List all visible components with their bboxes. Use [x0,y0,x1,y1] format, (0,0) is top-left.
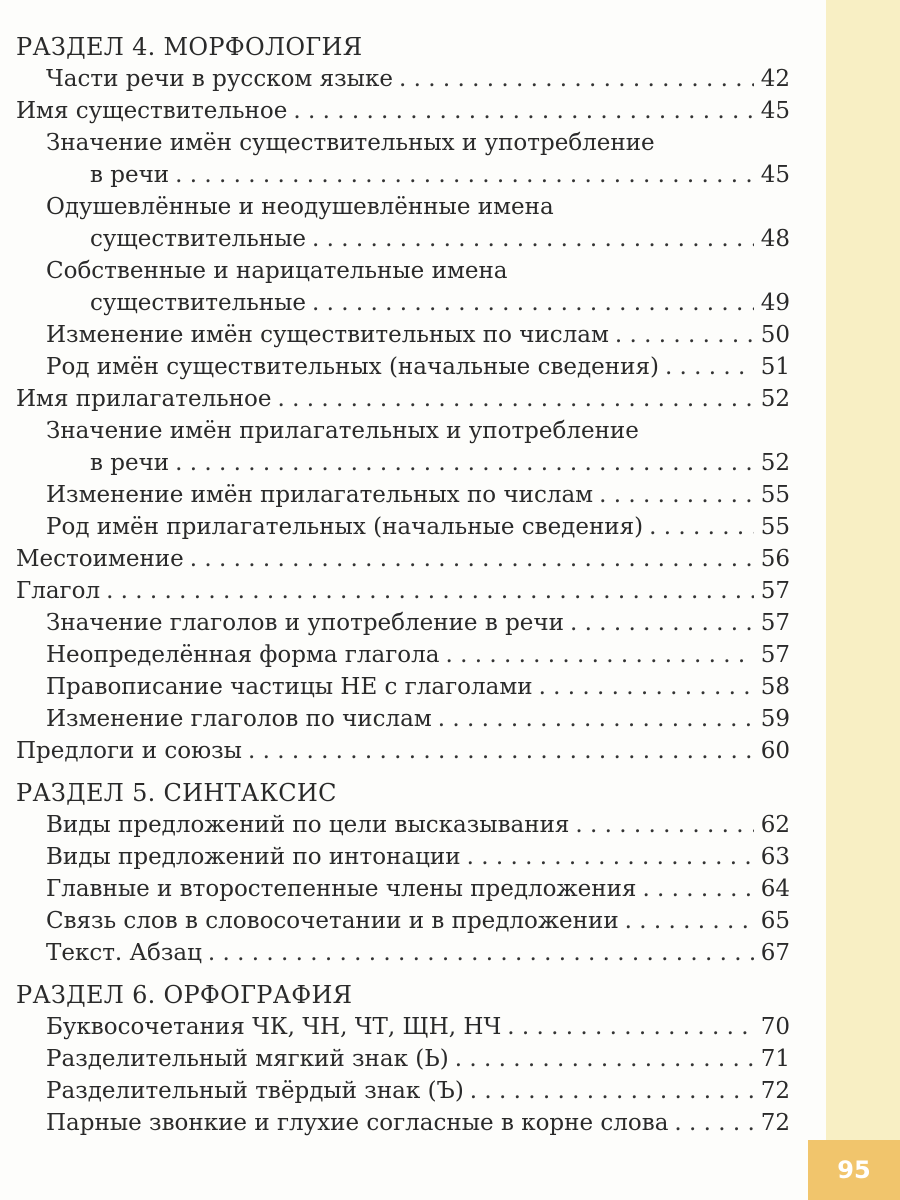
toc-entry-label: Правописание частицы НЕ с глаголами [46,674,533,700]
toc-page-number: 57 [760,642,790,668]
toc-entry[interactable] [16,543,790,575]
dot-leader [599,479,754,511]
toc-entry-label: Парные звонкие и глухие согласные в корне слова [46,1110,669,1136]
toc-page-number: 67 [760,940,790,966]
toc-page-number: 60 [760,738,790,764]
toc-entry-label: Части речи в русском языке [46,66,393,92]
dot-leader [190,543,754,575]
toc-page-number: 48 [760,226,790,252]
dot-leader [570,607,754,639]
toc-entry-title-line[interactable] [16,127,790,159]
toc-entry-label: Собственные и нарицательные имена [46,258,508,284]
toc-page-number: 55 [760,482,790,508]
toc-page-number: 72 [760,1078,790,1104]
toc-entry-label: Виды предложений по интонации [46,844,461,870]
toc-entry-label: Род имён прилагательных (начальные сведения) [46,514,644,540]
toc-entry[interactable] [16,671,790,703]
toc-page-number: 52 [760,450,790,476]
dot-leader [470,1075,754,1107]
dot-leader [665,351,754,383]
toc-entry[interactable] [16,351,790,383]
toc-entry-title-line[interactable] [16,191,790,223]
dot-leader [642,873,754,905]
toc-entry[interactable] [16,575,790,607]
toc-entry-label: Имя прилагательное [16,386,272,412]
toc-page-number: 62 [760,812,790,838]
dot-leader [445,639,754,671]
toc-entry[interactable] [16,287,790,319]
section-heading: РАЗДЕЛ 4. МОРФОЛОГИЯ [16,33,363,61]
toc-entry[interactable] [16,735,790,767]
toc-page-number: 72 [760,1110,790,1136]
toc-page-number: 50 [760,322,790,348]
dot-leader [467,841,754,873]
toc-entry[interactable] [16,223,790,255]
dot-leader [539,671,754,703]
toc-page-number: 65 [760,908,790,934]
toc-entry-label: Неопределённая форма глагола [46,642,440,668]
dot-leader [293,95,754,127]
dot-leader [248,735,754,767]
page-edge-stripe [826,0,900,1200]
toc-page-number: 57 [760,610,790,636]
toc-entry[interactable] [16,479,790,511]
toc-entry-label: Изменение глаголов по числам [46,706,432,732]
toc-entry-label: Разделительный твёрдый знак (Ъ) [46,1078,464,1104]
dot-leader [674,1107,754,1139]
toc-entry[interactable] [16,1011,790,1043]
dot-leader [575,809,754,841]
toc-entry-label: Имя существительное [16,98,288,124]
section-heading: РАЗДЕЛ 5. СИНТАКСИС [16,779,337,807]
toc-entry-label: Изменение имён прилагательных по числам [46,482,594,508]
toc-page-number: 58 [760,674,790,700]
toc-entry-title-line[interactable] [16,415,790,447]
toc-entry[interactable] [16,63,790,95]
dot-leader [208,937,754,969]
toc-page-number: 42 [760,66,790,92]
toc-page-number: 52 [760,386,790,412]
dot-leader [106,575,754,607]
toc-entry[interactable] [16,937,790,969]
dot-leader [175,159,754,191]
toc-entry[interactable] [16,1075,790,1107]
toc-entry-label: Род имён существительных (начальные сведения) [46,354,659,380]
toc-entry-label: Глагол [16,578,101,604]
toc-entry[interactable] [16,639,790,671]
toc-entry[interactable] [16,703,790,735]
dot-leader [455,1043,754,1075]
toc-page-number: 55 [760,514,790,540]
dot-leader [175,447,754,479]
toc-entry-label: Значение имён существительных и употребление [46,130,655,156]
toc-entry-label: Местоимение [16,546,184,572]
toc-page-number: 63 [760,844,790,870]
toc-entry-label-continuation: в речи [90,162,170,188]
toc-entry-title-line[interactable] [16,255,790,287]
dot-leader [312,223,754,255]
section-heading: РАЗДЕЛ 6. ОРФОГРАФИЯ [16,981,353,1009]
toc-page-number: 59 [760,706,790,732]
toc-entry[interactable] [16,95,790,127]
toc-entry[interactable] [16,511,790,543]
dot-leader [625,905,754,937]
toc-page-number: 49 [760,290,790,316]
toc-page-number: 51 [760,354,790,380]
toc-entry-label: Буквосочетания ЧК, ЧН, ЧТ, ЩН, НЧ [46,1014,502,1040]
toc-entry-label: Значение глаголов и употребление в речи [46,610,564,636]
toc-page-number: 56 [760,546,790,572]
toc-entry-label: Связь слов в словосочетании и в предложении [46,908,619,934]
toc-entry[interactable] [16,447,790,479]
toc-entry[interactable] [16,873,790,905]
dot-leader [438,703,754,735]
toc-entry-label: Значение имён прилагательных и употребление [46,418,639,444]
dot-leader [649,511,754,543]
dot-leader [615,319,754,351]
toc-entry-label: Одушевлённые и неодушевлённые имена [46,194,554,220]
toc-entry[interactable] [16,1107,790,1139]
toc-page-number: 64 [760,876,790,902]
dot-leader [312,287,754,319]
toc-entry[interactable] [16,809,790,841]
toc-entry[interactable] [16,1043,790,1075]
toc-page-number: 57 [760,578,790,604]
toc-entry[interactable] [16,319,790,351]
toc-entry-label: Текст. Абзац [46,940,202,966]
toc-entry-label: Предлоги и союзы [16,738,242,764]
toc-page-number: 70 [760,1014,790,1040]
toc-entry-label-continuation: в речи [90,450,170,476]
toc-entry-label: Изменение имён существительных по числам [46,322,609,348]
toc-page-number: 45 [760,98,790,124]
toc-entry[interactable] [16,607,790,639]
toc-entry[interactable] [16,159,790,191]
toc-entry[interactable] [16,841,790,873]
dot-leader [507,1011,754,1043]
toc-entry-label: Разделительный мягкий знак (Ь) [46,1046,449,1072]
dot-leader [399,63,754,95]
toc-page-number: 45 [760,162,790,188]
table-of-contents [16,31,790,1139]
toc-entry[interactable] [16,383,790,415]
toc-entry-label: Главные и второстепенные члены предложения [46,876,637,902]
toc-entry-label-continuation: существительные [90,290,307,316]
toc-page-number: 71 [760,1046,790,1072]
toc-entry[interactable] [16,905,790,937]
toc-entry-label: Виды предложений по цели высказывания [46,812,570,838]
toc-entry-label-continuation: существительные [90,226,307,252]
page-number: 95 [808,1140,900,1200]
dot-leader [278,383,755,415]
